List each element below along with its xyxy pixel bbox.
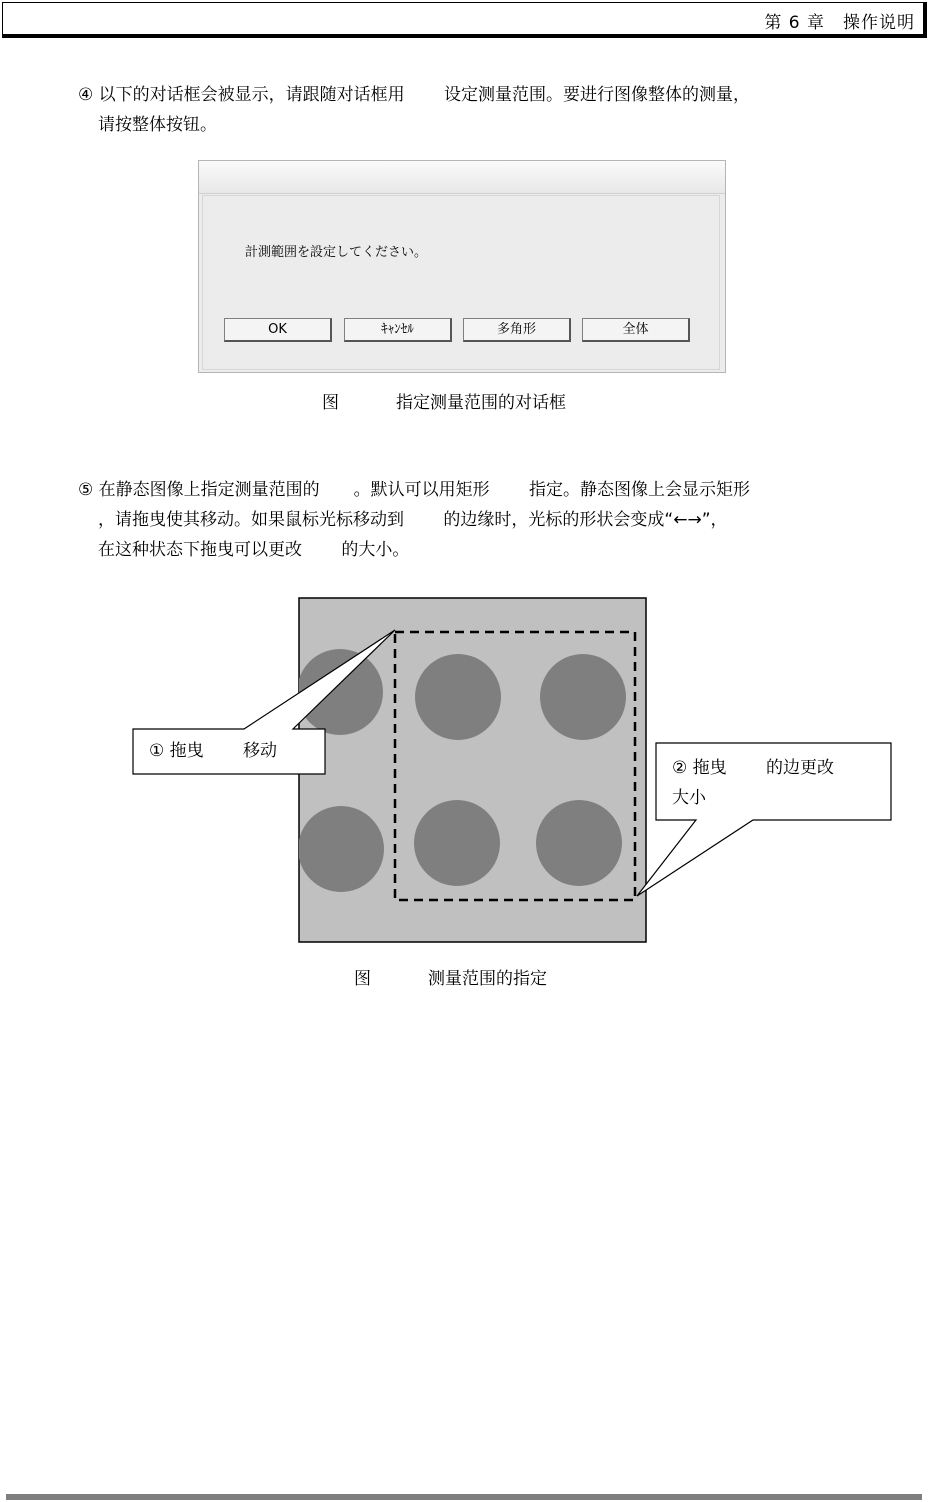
sample-circle	[415, 654, 501, 740]
step4-line1: ④ 以下的对话框会被显示，请跟随对话框用 设定测量范围。要进行图像整体的测量，	[78, 85, 751, 105]
polygon-button[interactable]: 多角形	[463, 318, 571, 342]
callout-move-text: ① 拖曳 移动	[149, 741, 278, 761]
figure1-caption-prefix: 图	[322, 393, 339, 413]
figure2-caption: 测量范围的指定	[428, 969, 547, 989]
step4-line2: 请按整体按钮。	[98, 115, 217, 135]
figure2-caption-prefix: 图	[354, 969, 371, 989]
step5-line2: ，请拖曳使其移动。如果鼠标光标移动到 的边缘时，光标的形状会变成“←→”，	[98, 510, 728, 530]
step5-line3: 在这种状态下拖曳可以更改 的大小。	[98, 540, 410, 560]
callout-resize-text-line1: ② 拖曳 的边更改	[672, 758, 835, 778]
sample-circle	[540, 654, 626, 740]
ok-button[interactable]: OK	[224, 318, 332, 342]
dialog-message: 計測範囲を設定してください。	[245, 245, 428, 260]
all-button[interactable]: 全体	[582, 318, 690, 342]
callout-resize-text-line2: 大小	[672, 788, 706, 808]
sample-circle	[536, 800, 622, 886]
sample-circle	[414, 800, 500, 886]
chapter-title: 第 6 章 操作说明	[764, 13, 915, 33]
sample-circle	[298, 806, 384, 892]
figure1-caption: 指定测量范围的对话框	[396, 393, 566, 413]
footer-rule	[6, 1494, 922, 1500]
cancel-button[interactable]: ｷｬﾝｾﾙ	[344, 318, 452, 342]
step5-line1: ⑤ 在静态图像上指定测量范围的 。默认可以用矩形 指定。静态图像上会显示矩形	[78, 480, 751, 500]
